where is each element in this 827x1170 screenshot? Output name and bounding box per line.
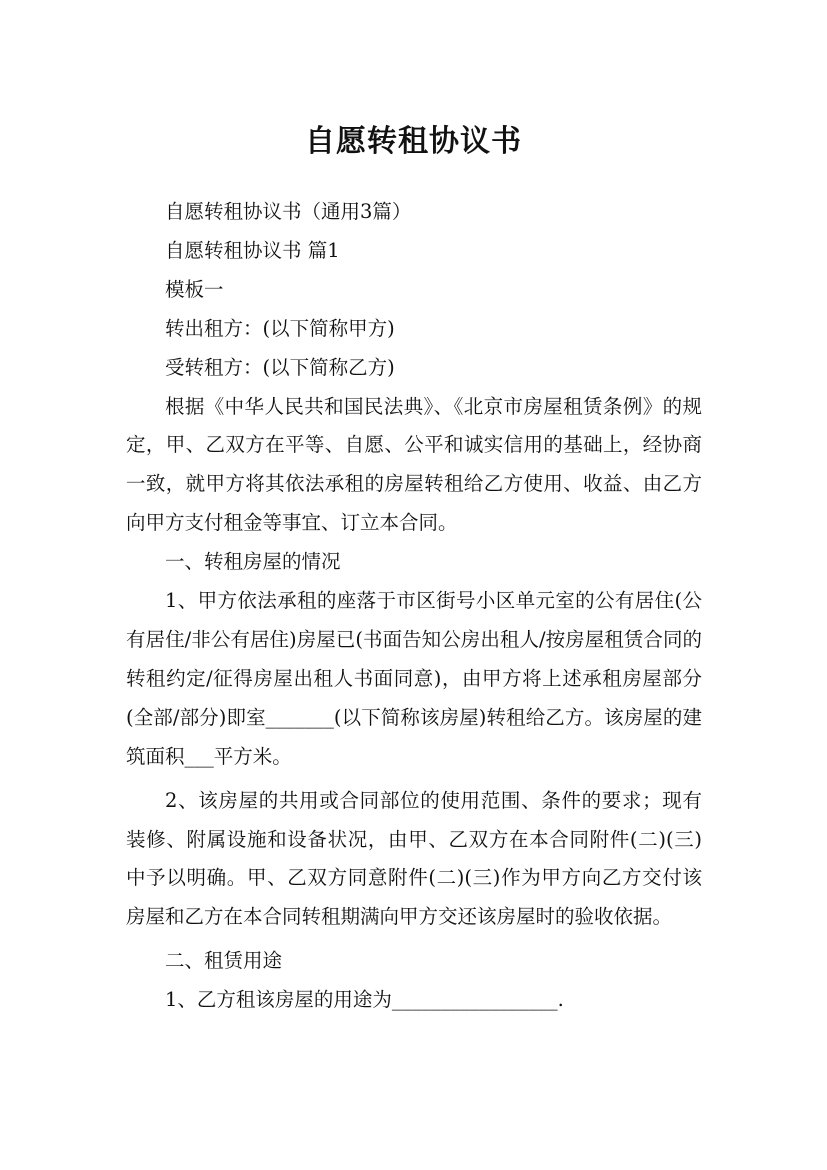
- section-heading-usage: 二、租赁用途: [165, 949, 283, 973]
- paragraph-collection-title: 自愿转租协议书（通用3篇）: [165, 200, 412, 223]
- clause-1-1: 1、甲方依法承租的座落于市区街号小区单元室的公有居住(公有居住/非公有居住)房屋已(书面告知公房出租人/按房屋租赁合同的转租约定/征得房屋出租人书面同意)，由甲方将上述承租房屋部分(全部/部分)即室_______(以下简称该房屋)转租给乙方。该房屋的建筑面积___平方米。: [126, 589, 702, 768]
- document-title: 自愿转租协议书: [305, 124, 522, 160]
- paragraph-preamble: 根据《中华人民共和国民法典》、《北京市房屋租赁条例》的规定，甲、乙双方在平等、自愿、公平和诚实信用的基础上，经协商一致，就甲方将其依法承租的房屋转租给乙方使用、收益、由乙方向甲方支付租金等事宜、订立本合同。: [126, 394, 702, 535]
- paragraph-party-a: 转出租方：(以下简称甲方): [165, 316, 395, 340]
- clause-2-1: 1、乙方租该房屋的用途为_________________.: [165, 988, 564, 1012]
- paragraph-party-b: 受转租方：(以下简称乙方): [165, 355, 395, 379]
- section-heading-property: 一、转租房屋的情况: [165, 550, 341, 574]
- paragraph-part-heading: 自愿转租协议书 篇1: [165, 238, 340, 262]
- clause-1-2: 2、该房屋的共用或合同部位的使用范围、条件的要求；现有装修、附属设施和设备状况，由甲、乙双方在本合同附件(二)(三)中予以明确。甲、乙双方同意附件(二)(三)作为甲方向乙方交付该房屋和乙方在本合同转租期满向甲方交还该房屋时的验收依据。: [126, 788, 702, 929]
- document-body: [126, 193, 702, 1020]
- paragraph-template-label: 模板一: [165, 277, 224, 301]
